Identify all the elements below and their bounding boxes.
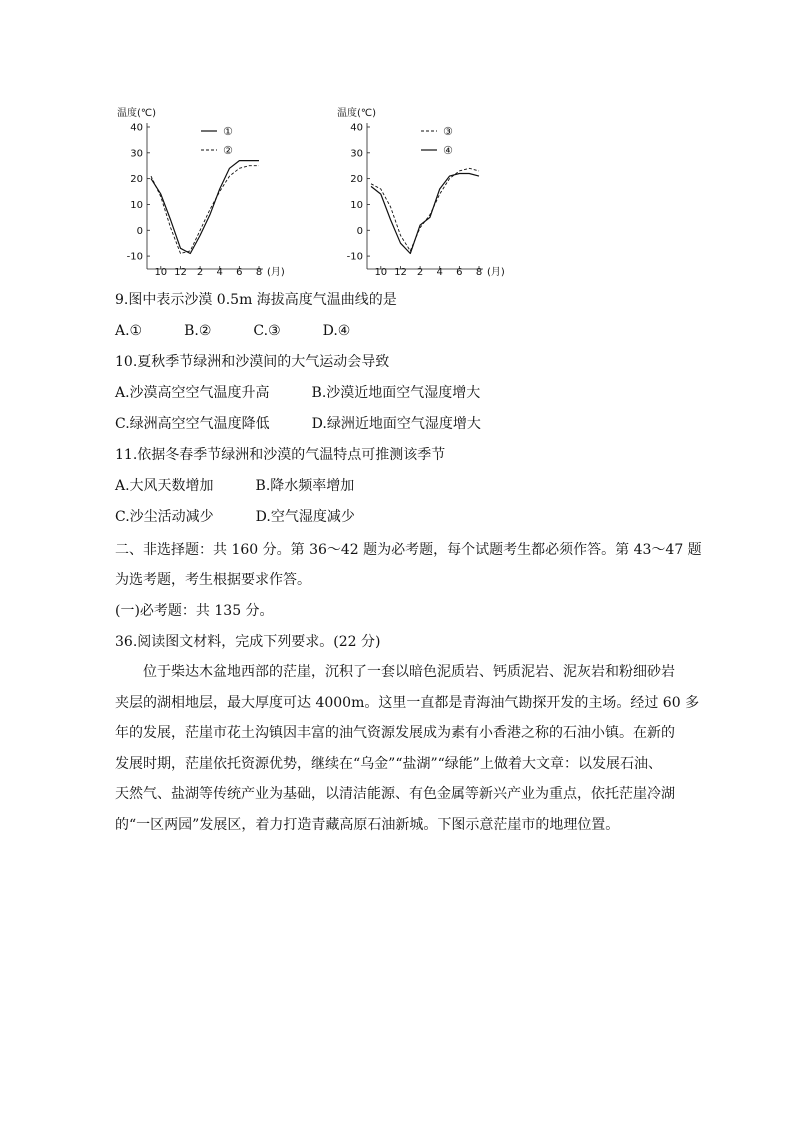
x-tick-label: 6	[456, 267, 463, 278]
question-10-options-cd: C.绿洲高空空气温度降低 D.绿洲近地面空气湿度增大	[115, 416, 481, 432]
y-tick-label: 10	[350, 199, 363, 211]
legend-label: ②	[223, 144, 233, 157]
y-tick-label: 40	[130, 122, 143, 134]
x-tick-label: 2	[416, 267, 424, 278]
y-tick-label: 40	[350, 122, 363, 134]
x-tick-label: 4	[436, 267, 443, 278]
y-axis-title: 温度(℃)	[337, 108, 377, 119]
y-axis-title: 温度(℃)	[117, 108, 157, 119]
passage-line: 夹层的湖相地层，最大厚度可达 4000m。这里一直都是青海油气勘探开发的主场。经过 60 多	[115, 694, 700, 711]
x-axis-unit: (月)	[267, 267, 285, 278]
y-tick-label: -10	[126, 251, 143, 263]
x-tick-label: 8	[475, 267, 483, 278]
passage-line: 天然气、盐湖等传统产业为基础，以清洁能源、有色金属等新兴产业为重点，依托茫崖冷湖	[115, 786, 675, 802]
legend-label: ④	[443, 144, 453, 157]
y-tick-label: 0	[356, 225, 363, 237]
x-axis-unit: (月)	[487, 267, 505, 278]
question-36: 36.阅读图文材料，完成下列要求。(22 分)	[115, 634, 381, 650]
y-tick-label: 30	[350, 148, 363, 160]
question-11: 11.依据冬春季节绿洲和沙漠的气温特点可推测该季节	[115, 447, 446, 463]
legend-label: ①	[223, 125, 233, 138]
question-11-options-cd: C.沙尘活动减少 D.空气湿度减少	[115, 509, 355, 525]
question-9-options: A.① B.② C.③ D.④	[115, 323, 351, 339]
series-line-2	[371, 174, 479, 254]
x-tick-label: 10	[374, 267, 388, 278]
temperature-chart-left	[113, 105, 285, 278]
section-2-instructions-line-1: 二、非选择题：共 160 分。第 36～42 题为必考题，每个试题考生都必须作答。第 43～47 题	[115, 542, 702, 558]
question-11-options-ab: A.大风天数增加 B.降水频率增加	[115, 478, 355, 494]
passage	[115, 657, 700, 840]
x-tick-label: 8	[255, 267, 263, 278]
temperature-chart-right	[333, 105, 505, 278]
passage-line: 的“一区两园”发展区，着力打造青藏高原石油新城。下图示意茫崖市的地理位置。	[115, 816, 620, 833]
x-tick-label: 2	[196, 267, 204, 278]
question-9: 9.图中表示沙漠 0.5m 海拔高度气温曲线的是	[115, 292, 397, 308]
y-tick-label: -10	[346, 251, 363, 263]
required-section-heading: (一)必考题：共 135 分。	[115, 603, 274, 619]
passage-line: 年的发展，茫崖市花土沟镇因丰富的油气资源发展成为素有小香港之称的石油小镇。在新的	[115, 725, 675, 741]
series-line-1	[151, 161, 259, 254]
legend-label: ③	[443, 125, 453, 138]
x-tick-label: 6	[236, 267, 243, 278]
passage-line: 发展时期，茫崖依托资源优势，继续在“乌金”“盐湖”“绿能”上做着大文章：以发展石油、	[115, 755, 662, 772]
passage-line: 位于柴达木盆地西部的茫崖，沉积了一套以暗色泥质岩、钙质泥岩、泥灰岩和粉细砂岩	[143, 664, 675, 680]
x-tick-label: 12	[394, 267, 407, 278]
y-tick-label: 20	[350, 174, 363, 186]
y-tick-label: 30	[130, 148, 143, 160]
question-10: 10.夏秋季节绿洲和沙漠间的大气运动会导致	[115, 354, 390, 370]
x-tick-label: 12	[174, 267, 187, 278]
x-tick-label: 4	[216, 267, 223, 278]
section-2-instructions-line-2: 为选考题，考生根据要求作答。	[115, 572, 311, 588]
y-tick-label: 0	[136, 225, 143, 237]
question-10-options-ab: A.沙漠高空空气温度升高 B.沙漠近地面空气湿度增大	[115, 385, 481, 401]
x-tick-label: 10	[154, 267, 168, 278]
y-tick-label: 20	[130, 174, 143, 186]
y-tick-label: 10	[130, 199, 143, 211]
